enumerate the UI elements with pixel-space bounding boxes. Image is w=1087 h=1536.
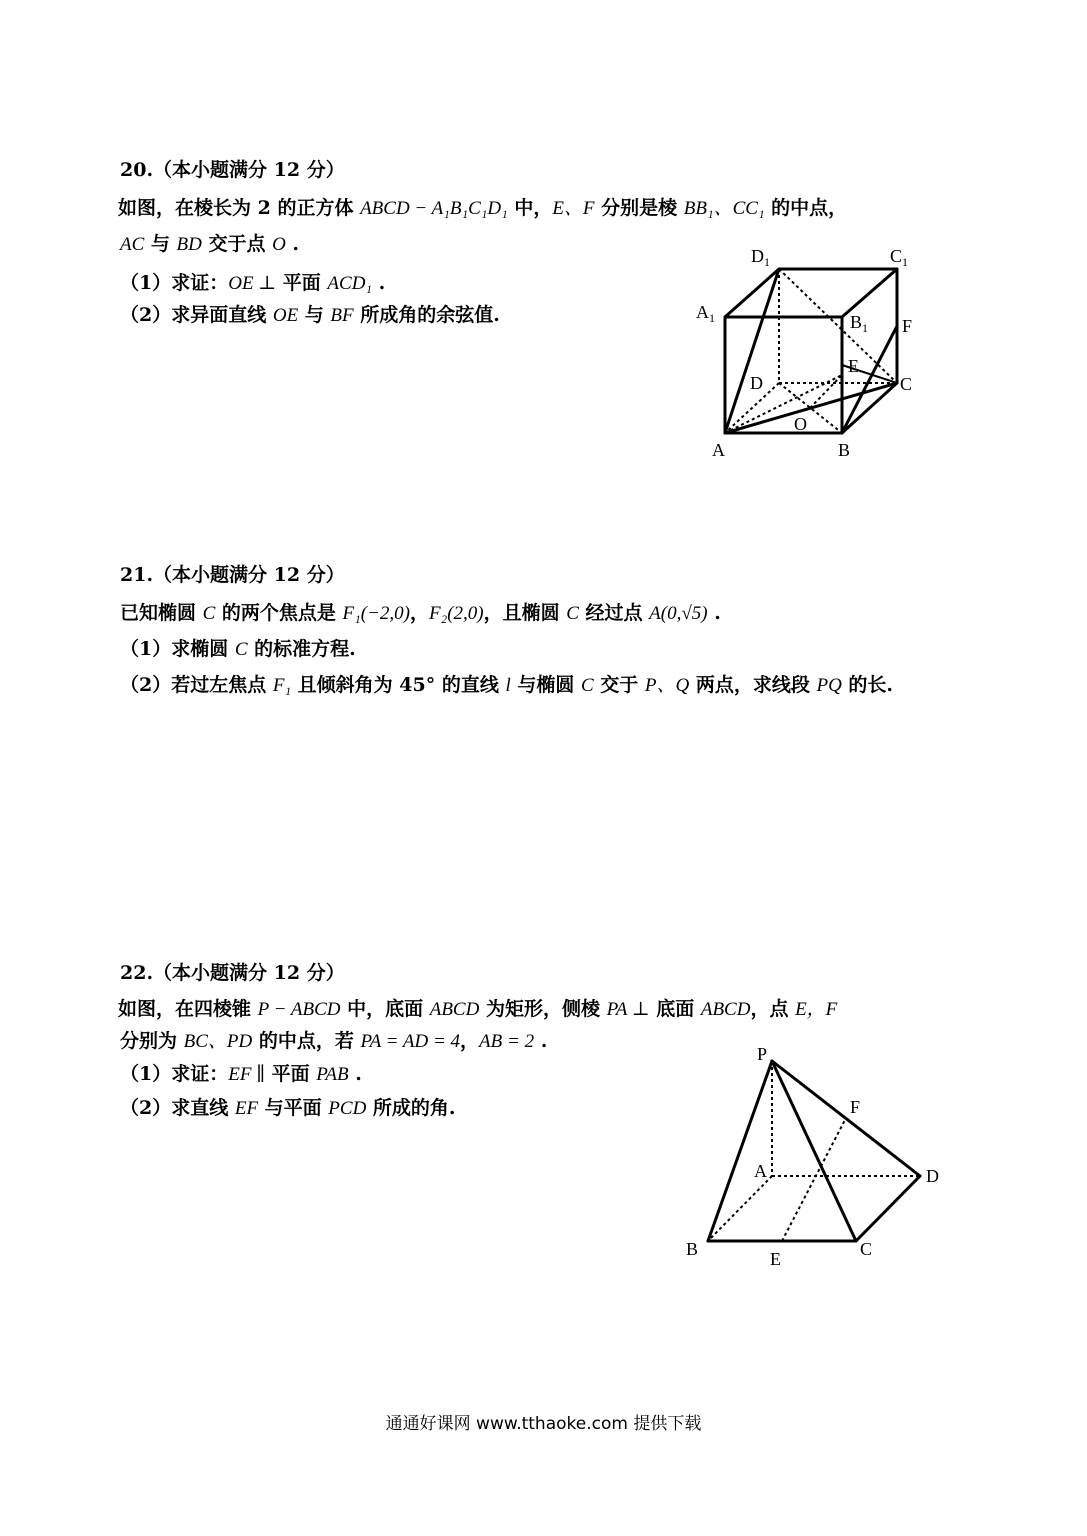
label-A1: $A_1$ <box>696 302 715 325</box>
label-A: A <box>712 440 725 460</box>
q21-part-1: （1）求椭圆 C 的标准方程. <box>120 638 356 660</box>
label-B1: $B_1$ <box>850 312 869 335</box>
label-B: B <box>838 440 851 460</box>
q22-line-2: 分别为 BC、PD 的中点，若 PA = AD = 4，AB = 2 . <box>120 1030 548 1052</box>
q22-header: 22.（本小题满分 12 分） <box>120 962 345 984</box>
label-D: D <box>750 373 763 393</box>
q20-line-2: AC 与 BD 交于点 O . <box>120 233 300 255</box>
q20-header: 20.（本小题满分 12 分） <box>120 159 345 181</box>
label-C: C <box>860 1239 873 1259</box>
label-B: B <box>686 1239 699 1259</box>
q20-part-1: （1）求证：OE ⊥ 平面 ACD₁ . <box>120 272 386 294</box>
label-C: C <box>900 374 913 394</box>
label-D1: $D_1$ <box>751 246 770 269</box>
label-E: E <box>848 356 859 376</box>
q22-line-1: 如图，在四棱锥 P − ABCD 中，底面 ABCD 为矩形，侧棱 PA ⊥ 底面 ABCD，点 E，F <box>118 998 838 1020</box>
label-E: E <box>770 1249 781 1269</box>
q22-part-1: （1）求证：EF ∥ 平面 PAB . <box>120 1063 362 1085</box>
label-A: A <box>754 1161 767 1181</box>
label-C1: $C_1$ <box>890 246 909 269</box>
q21-part-2: （2）若过左焦点 F₁ 且倾斜角为 45° 的直线 l 与椭圆 C 交于 P、Q 两点，求线段 PQ 的长. <box>120 674 894 696</box>
label-P: P <box>757 1044 768 1064</box>
q20-part-2: （2）求异面直线 OE 与 BF 所成角的余弦值. <box>120 304 500 326</box>
label-F: F <box>850 1097 861 1117</box>
q20-line-1: 如图，在棱长为 2 的正方体 ABCD − A₁B₁C₁D₁ 中，E、F 分别是棱 BB₁、CC₁ 的中点， <box>118 197 848 219</box>
q21-header: 21.（本小题满分 12 分） <box>120 564 345 586</box>
q22-part-2: （2）求直线 EF 与平面 PCD 所成的角. <box>120 1097 456 1119</box>
cube-figure <box>690 240 930 465</box>
page-footer: 通通好课网 www.tthaoke.com 提供下载 <box>385 1414 702 1434</box>
pyramid-figure <box>680 1040 960 1275</box>
label-D: D <box>926 1166 939 1186</box>
q21-line-1: 已知椭圆 C 的两个焦点是 F₁(−2,0)，F₂(2,0)，且椭圆 C 经过点 A(0,√5) . <box>120 602 721 624</box>
label-O: O <box>794 414 807 434</box>
q20-cube-name: ABCD − A₁B₁C₁D₁ <box>360 198 508 219</box>
label-F: F <box>902 316 913 336</box>
